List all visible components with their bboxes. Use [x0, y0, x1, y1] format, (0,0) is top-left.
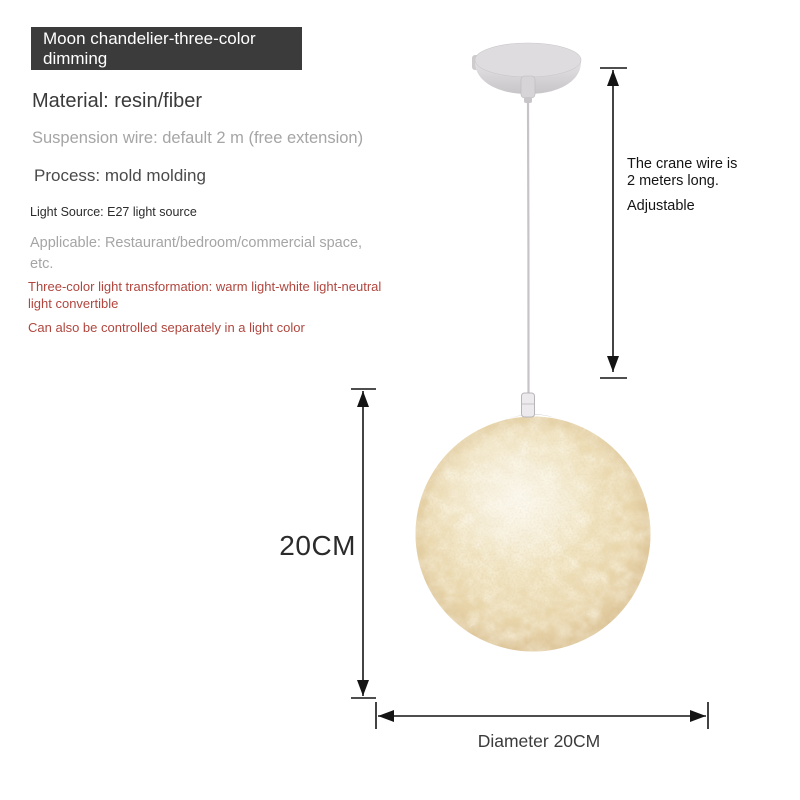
- adjustable-note: Adjustable: [627, 198, 695, 214]
- cord-grip: [521, 76, 535, 98]
- wire-length-arrow: [600, 68, 627, 378]
- dim-arrowhead-up: [357, 391, 369, 407]
- spec-process: Process: mold molding: [34, 166, 206, 185]
- moon-highlight: [427, 417, 603, 573]
- wire-plug: [522, 393, 535, 417]
- spec-separate-control: Can also be controlled separately in a light color: [28, 320, 305, 335]
- ceiling-canopy: [472, 43, 581, 103]
- dim-arrowhead-left: [378, 710, 394, 722]
- height-dimension-label: 20CM: [279, 530, 356, 561]
- suspension-wire: [528, 100, 529, 398]
- spec-light-source: Light Source: E27 light source: [30, 205, 197, 219]
- spec-three-color-line1: Three-color light transformation: warm light-white light-neutral: [28, 279, 382, 294]
- spec-material: Material: resin/fiber: [32, 90, 203, 112]
- crane-wire-note-line2: 2 meters long.: [627, 172, 719, 189]
- diameter-dimension-label: Diameter 20CM: [477, 731, 601, 751]
- spec-applicable: [30, 233, 362, 275]
- diameter-arrow: [376, 702, 708, 729]
- moon-lamp: [413, 393, 653, 654]
- dim-arrowhead-down: [357, 680, 369, 696]
- spec-three-color: [28, 278, 381, 312]
- product-title-box: [31, 27, 302, 70]
- dim-arrowhead-right: [690, 710, 706, 722]
- crane-wire-note: [627, 156, 737, 189]
- product-title-line1: Moon chandelier-three-color: [43, 29, 256, 48]
- dim-arrowhead-down: [607, 356, 619, 372]
- spec-applicable-line1: Applicable: Restaurant/bedroom/commercial space,: [30, 235, 363, 251]
- spec-applicable-line2: etc.: [30, 256, 54, 272]
- spec-suspension-wire: Suspension wire: default 2 m (free extension): [32, 129, 364, 147]
- dim-arrowhead-up: [607, 70, 619, 86]
- canopy-top: [475, 43, 581, 77]
- spec-three-color-line2: light convertible: [28, 296, 119, 311]
- product-title-line2: dimming: [43, 49, 108, 68]
- crane-wire-note-line1: The crane wire is: [627, 156, 738, 172]
